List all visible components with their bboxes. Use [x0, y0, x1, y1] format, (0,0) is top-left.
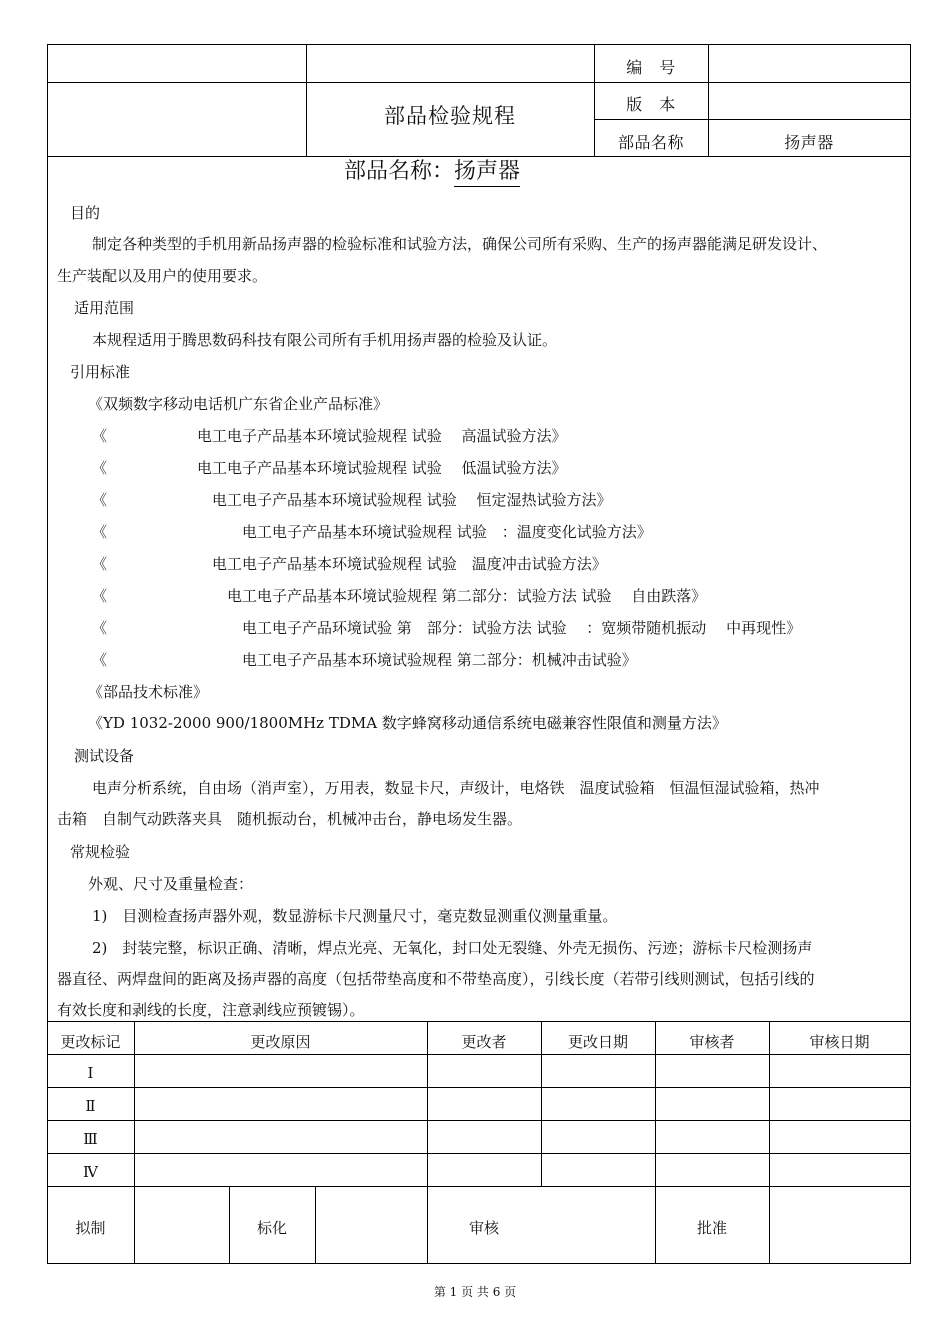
reference-item: 《 电工电子产品基本环境试验规程 试验 低温试验方法》 [92, 459, 567, 477]
signoff-draft-label: 拟制 [75, 1219, 106, 1237]
signoff-standardize-label: 标化 [256, 1219, 287, 1237]
reference-item: 《 电工电子产品环境试验 第 部分：试验方法 试验 ：宽频带随机振动 中再现性》 [92, 619, 802, 637]
subtitle-prefix: 部品名称： [344, 159, 455, 184]
subtitle-value: 扬声器 [454, 159, 520, 187]
signoff-review-label: 审核 [468, 1219, 499, 1237]
reference-item: 《 电工电子产品基本环境试验规程 试验 温度冲击试验方法》 [92, 555, 607, 573]
routine-line: 外观、尺寸及重量检查： [88, 875, 254, 893]
header-part-value: 扬声器 [784, 133, 834, 152]
table-row-mark: Ⅰ [87, 1064, 94, 1082]
equipment-line-1: 电声分析系统，自由场（消声室），万用表，数显卡尺，声级计，电烙铁 温度试验箱 恒温恒湿试验箱，热冲 [92, 779, 820, 797]
routine-line: 1) 目测检查扬声器外观，数显游标卡尺测量尺寸，毫克数显测重仪测量重量。 [92, 907, 618, 925]
equipment-line-2: 击箱 自制气动跌落夹具 随机振动台，机械冲击台，静电场发生器。 [57, 810, 523, 828]
table-header: 更改原因 [250, 1033, 311, 1051]
table-header: 更改者 [461, 1033, 507, 1051]
purpose-line-1: 制定各种类型的手机用新品扬声器的检验标准和试验方法，确保公司所有采购、生产的扬声器能满足研发设计、 [92, 235, 828, 253]
table-row-mark: Ⅱ [85, 1097, 96, 1115]
heading-equipment: 测试设备 [74, 747, 135, 765]
reference-item: 《 电工电子产品基本环境试验规程 试验 恒定湿热试验方法》 [92, 491, 612, 509]
subtitle [344, 154, 520, 185]
table-header: 更改日期 [567, 1033, 628, 1051]
reference-item: 《双频数字移动电话机广东省企业产品标准》 [88, 395, 389, 413]
table-header: 审核者 [689, 1033, 735, 1051]
reference-item: 《 电工电子产品基本环境试验规程 试验 高温试验方法》 [92, 427, 567, 445]
purpose-line-2: 生产装配以及用户的使用要求。 [57, 267, 268, 285]
page-footer: 第 1 页 共 6 页 [433, 1285, 517, 1299]
signoff-approve-label: 批准 [696, 1219, 727, 1237]
table-row-mark: Ⅳ [83, 1163, 98, 1181]
reference-item: 《YD 1032-2000 900/1800MHz TDMA 数字蜂窝移动通信系统电磁兼容性限值和测量方法》 [88, 714, 727, 732]
header-label-version: 版 本 [626, 95, 676, 114]
reference-item: 《部品技术标准》 [88, 683, 209, 701]
routine-line: 有效长度和剥线的长度，注意剥线应预镀锡）。 [57, 1001, 365, 1019]
table-header: 更改标记 [60, 1033, 121, 1051]
heading-purpose: 目的 [70, 204, 101, 222]
heading-scope: 适用范围 [74, 299, 135, 317]
header-label-part-name: 部品名称 [617, 133, 684, 152]
heading-references: 引用标准 [70, 363, 131, 381]
routine-line: 2) 封装完整，标识正确、清晰，焊点光亮、无氧化，封口处无裂缝、外壳无损伤、污迹；游标卡尺检测扬声 [92, 939, 813, 957]
routine-line: 器直径、两焊盘间的距离及扬声器的高度（包括带垫高度和不带垫高度），引线长度（若带引线则测试，包括引线的 [57, 970, 815, 988]
scope-line-1: 本规程适用于腾思数码科技有限公司所有手机用扬声器的检验及认证。 [92, 331, 558, 349]
reference-item: 《 电工电子产品基本环境试验规程 第二部分：试验方法 试验 自由跌落》 [92, 587, 707, 605]
reference-item: 《 电工电子产品基本环境试验规程 试验 ：温度变化试验方法》 [92, 523, 652, 541]
table-row-mark: Ⅲ [83, 1130, 98, 1148]
document-title: 部品检验规程 [384, 104, 516, 128]
header-label-number: 编 号 [626, 58, 676, 77]
table-header: 审核日期 [809, 1033, 870, 1051]
reference-item: 《 电工电子产品基本环境试验规程 第二部分：机械冲击试验》 [92, 651, 637, 669]
heading-routine: 常规检验 [70, 843, 131, 861]
